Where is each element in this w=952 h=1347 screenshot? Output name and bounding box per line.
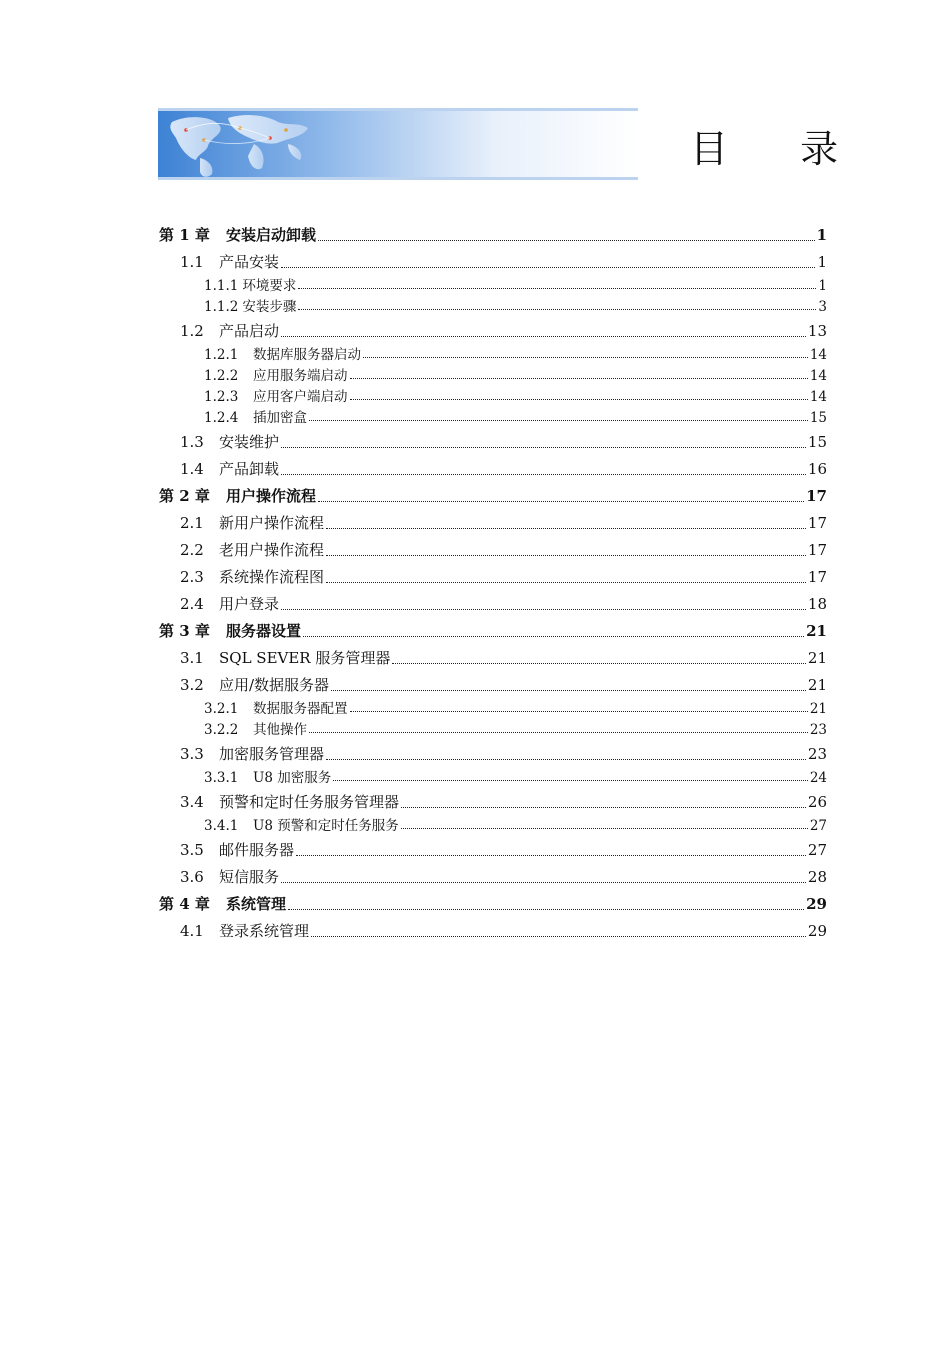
toc-page-number: 27 — [807, 841, 827, 859]
toc-entry[interactable] — [159, 297, 827, 318]
toc-entry[interactable] — [159, 510, 827, 537]
toc-page-number: 17 — [806, 487, 827, 505]
toc-number: 第 3 章 — [159, 622, 210, 640]
toc-number: 1.4 — [180, 460, 204, 478]
toc-title: 用户操作流程 — [226, 487, 317, 505]
toc-page-number: 26 — [807, 793, 827, 811]
toc-page-number: 17 — [807, 568, 827, 586]
toc-entry[interactable] — [159, 483, 827, 510]
toc-leader-dots — [281, 446, 806, 448]
toc-number: 3.1 — [180, 649, 204, 667]
toc-number: 1.3 — [180, 433, 204, 451]
table-of-contents — [159, 222, 827, 945]
toc-page-number: 1 — [817, 253, 827, 271]
toc-number: 第 2 章 — [159, 487, 210, 505]
toc-page-number: 28 — [807, 868, 827, 886]
toc-leader-dots — [392, 662, 806, 664]
toc-leader-dots — [303, 635, 804, 637]
toc-leader-dots — [281, 881, 806, 883]
toc-number: 1.1.1 — [204, 278, 239, 294]
toc-number: 1.2.2 — [204, 368, 239, 384]
toc-entry[interactable] — [159, 591, 827, 618]
toc-entry[interactable] — [159, 720, 827, 741]
toc-title: 产品卸载 — [219, 460, 280, 478]
toc-title: 短信服务 — [219, 868, 280, 886]
toc-entry[interactable] — [159, 408, 827, 429]
toc-leader-dots — [281, 608, 806, 610]
toc-page-number: 14 — [809, 389, 827, 405]
toc-title: 系统管理 — [226, 895, 287, 913]
toc-page-number: 14 — [809, 347, 827, 363]
toc-number: 2.3 — [180, 568, 204, 586]
toc-page-number: 21 — [806, 622, 827, 640]
toc-entry[interactable] — [159, 429, 827, 456]
toc-leader-dots — [350, 377, 808, 379]
toc-number: 第 4 章 — [159, 895, 210, 913]
toc-entry[interactable] — [159, 318, 827, 345]
toc-number: 3.3 — [180, 745, 204, 763]
toc-number: 2.4 — [180, 595, 204, 613]
toc-entry[interactable] — [159, 222, 827, 249]
toc-page-number: 16 — [807, 460, 827, 478]
toc-page-number: 14 — [809, 368, 827, 384]
toc-entry[interactable] — [159, 249, 827, 276]
toc-title: 新用户操作流程 — [219, 514, 325, 532]
toc-page-number: 29 — [806, 895, 827, 913]
toc-page-number: 18 — [807, 595, 827, 613]
toc-number: 1.2.4 — [204, 410, 239, 426]
toc-title: 邮件服务器 — [219, 841, 295, 859]
toc-number: 第 1 章 — [159, 226, 210, 244]
toc-page-number: 17 — [807, 514, 827, 532]
toc-entry[interactable] — [159, 918, 827, 945]
toc-entry[interactable] — [159, 789, 827, 816]
toc-page-number: 15 — [807, 433, 827, 451]
toc-page-number: 1 — [816, 226, 827, 244]
toc-title: U8 预警和定时任务服务 — [253, 818, 399, 834]
toc-page-number: 27 — [809, 818, 827, 834]
toc-title: 应用/数据服务器 — [219, 676, 330, 694]
toc-title: 系统操作流程图 — [219, 568, 325, 586]
toc-title: 环境要求 — [242, 278, 297, 294]
toc-number: 3.2.1 — [204, 701, 239, 717]
toc-page-number: 15 — [809, 410, 827, 426]
toc-entry[interactable] — [159, 645, 827, 672]
toc-leader-dots — [350, 398, 808, 400]
toc-title: 数据库服务器启动 — [253, 347, 361, 363]
toc-title: 服务器设置 — [226, 622, 302, 640]
toc-leader-dots — [298, 308, 816, 310]
toc-leader-dots — [281, 266, 815, 268]
toc-entry[interactable] — [159, 837, 827, 864]
toc-page-number: 13 — [807, 322, 827, 340]
toc-entry[interactable] — [159, 537, 827, 564]
toc-entry[interactable] — [159, 456, 827, 483]
page-title: 目 录 — [690, 127, 869, 171]
toc-page-number: 24 — [809, 770, 827, 786]
toc-entry[interactable] — [159, 672, 827, 699]
toc-leader-dots — [318, 500, 804, 502]
toc-leader-dots — [401, 806, 806, 808]
toc-leader-dots — [326, 527, 806, 529]
toc-number: 4.1 — [180, 922, 204, 940]
toc-leader-dots — [309, 419, 808, 421]
toc-leader-dots — [350, 710, 808, 712]
toc-entry[interactable] — [159, 699, 827, 720]
toc-number: 2.1 — [180, 514, 204, 532]
toc-entry[interactable] — [159, 387, 827, 408]
toc-title: 安装维护 — [219, 433, 280, 451]
toc-page-number: 23 — [807, 745, 827, 763]
toc-title: 数据服务器配置 — [253, 701, 348, 717]
toc-number: 3.4.1 — [204, 818, 239, 834]
toc-leader-dots — [281, 335, 806, 337]
toc-page-number: 23 — [809, 722, 827, 738]
toc-entry[interactable] — [159, 891, 827, 918]
toc-title: 应用服务端启动 — [253, 368, 348, 384]
toc-page-number: 21 — [809, 701, 827, 717]
toc-page-number: 17 — [807, 541, 827, 559]
toc-title: 登录系统管理 — [219, 922, 310, 940]
toc-number: 1.2.3 — [204, 389, 239, 405]
toc-leader-dots — [296, 854, 806, 856]
toc-page-number: 3 — [818, 299, 827, 315]
toc-leader-dots — [318, 239, 815, 241]
toc-number: 1.1.2 — [204, 299, 239, 315]
toc-entry[interactable] — [159, 618, 827, 645]
toc-number: 3.5 — [180, 841, 204, 859]
toc-number: 3.3.1 — [204, 770, 239, 786]
toc-leader-dots — [281, 473, 806, 475]
toc-leader-dots — [363, 356, 808, 358]
toc-leader-dots — [401, 827, 808, 829]
toc-leader-dots — [309, 731, 808, 733]
toc-number: 3.2 — [180, 676, 204, 694]
toc-title: 安装启动卸载 — [226, 226, 317, 244]
toc-entry[interactable] — [159, 345, 827, 366]
toc-leader-dots — [326, 554, 806, 556]
toc-leader-dots — [326, 758, 806, 760]
toc-leader-dots — [298, 287, 816, 289]
toc-page-number: 1 — [818, 278, 827, 294]
toc-title: 其他操作 — [253, 722, 307, 738]
toc-title: U8 加密服务 — [253, 770, 332, 786]
toc-title: 产品安装 — [219, 253, 280, 271]
toc-title: 加密服务管理器 — [219, 745, 325, 763]
toc-leader-dots — [333, 779, 808, 781]
toc-title: SQL SEVER 服务管理器 — [219, 649, 391, 667]
toc-title: 用户登录 — [219, 595, 280, 613]
toc-number: 2.2 — [180, 541, 204, 559]
toc-title: 应用客户端启动 — [253, 389, 348, 405]
toc-entry[interactable] — [159, 276, 827, 297]
toc-number: 3.4 — [180, 793, 204, 811]
toc-number: 1.2.1 — [204, 347, 239, 363]
toc-number: 3.2.2 — [204, 722, 239, 738]
toc-page-number: 21 — [807, 649, 827, 667]
toc-page-number: 21 — [807, 676, 827, 694]
toc-entry[interactable] — [159, 864, 827, 891]
toc-entry[interactable] — [159, 366, 827, 387]
toc-entry[interactable] — [159, 768, 827, 789]
toc-number: 1.2 — [180, 322, 204, 340]
toc-entry[interactable] — [159, 741, 827, 768]
toc-entry[interactable] — [159, 816, 827, 837]
toc-title: 产品启动 — [219, 322, 280, 340]
toc-title: 插加密盒 — [253, 410, 307, 426]
toc-page-number: 29 — [807, 922, 827, 940]
toc-title: 老用户操作流程 — [219, 541, 325, 559]
toc-leader-dots — [288, 908, 804, 910]
toc-number: 3.6 — [180, 868, 204, 886]
toc-number: 1.1 — [180, 253, 204, 271]
toc-leader-dots — [326, 581, 806, 583]
toc-leader-dots — [331, 689, 806, 691]
toc-entry[interactable] — [159, 564, 827, 591]
toc-leader-dots — [311, 935, 806, 937]
toc-title: 预警和定时任务服务管理器 — [219, 793, 400, 811]
toc-title: 安装步骤 — [242, 299, 297, 315]
